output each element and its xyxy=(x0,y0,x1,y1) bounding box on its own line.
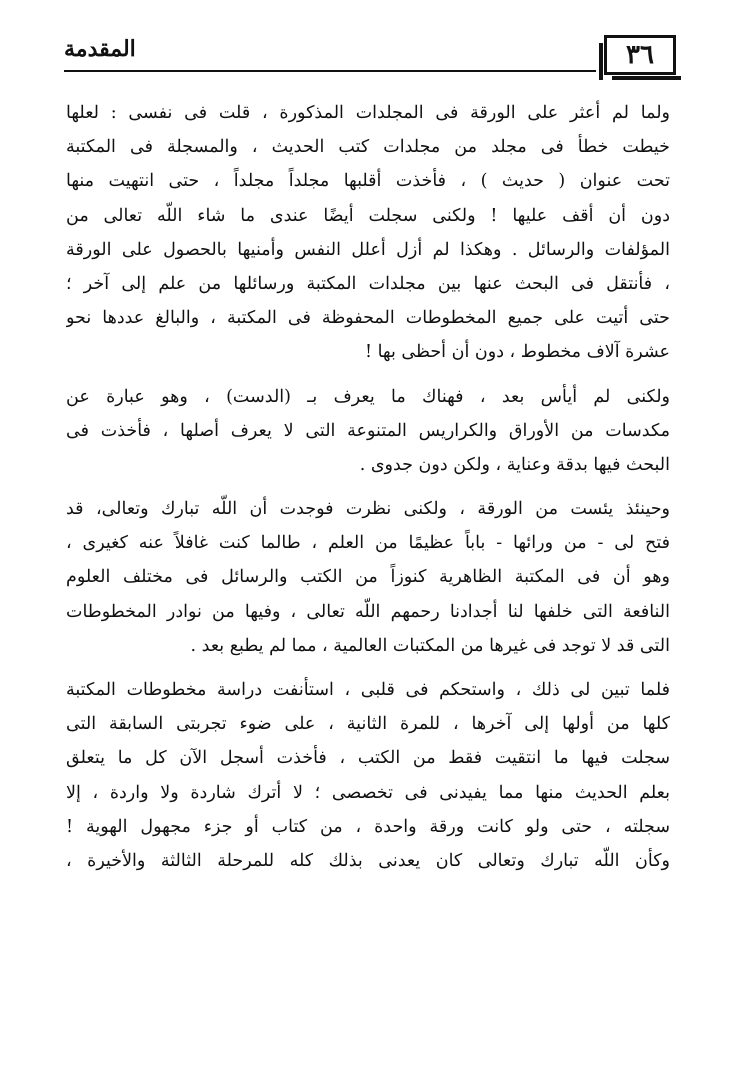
text-line: البحث فيها بدقة وعناية ، ولكن دون جدوى . xyxy=(359,454,670,475)
page-number: ٣٦ xyxy=(604,35,676,75)
text-line: ولكنى لم أيأس بعد ، فهناك ما يعرف بـ (الدست) ، وهو عبارة عن xyxy=(66,386,670,407)
section-title: المقدمة xyxy=(64,36,136,62)
paragraph xyxy=(66,492,670,663)
page-header xyxy=(64,32,676,78)
text-line: تحت عنوان ( حديث ) ، فأخذت أقلبها مجلداً مجلداً ، حتى انتهيت منها xyxy=(66,171,670,192)
text-line: المؤلفات والرسائل . وهكذا لم أزل أعلل النفس وأمنيها بالحصول على الورقة xyxy=(66,239,670,260)
text-line: سجلت فيها ما انتقيت فقط من الكتب ، فأخذت أسجل الآن كل ما يتعلق xyxy=(66,748,670,769)
text-line: فتح لى - من ورائها - باباً عظيمًا من العلم ، طالما كنت غافلاً عنه كغيرى ، xyxy=(66,533,670,554)
text-line: عشرة آلاف مخطوط ، دون أن أحظى بها ! xyxy=(365,342,670,363)
text-line: وهو أن فى المكتبة الظاهرية كنوزاً من الكتب والرسائل فى مختلف العلوم xyxy=(66,567,670,588)
text-line: سجلته ، حتى ولو كانت ورقة واحدة ، من كتاب أو جزء مجهول الهوية ! xyxy=(66,816,670,837)
text-line: وكأن اللّه تبارك وتعالى كان يعدنى بذلك كله للمرحلة الثالثة والأخيرة ، xyxy=(66,850,670,871)
text-line: فلما تبين لى ذلك ، واستحكم فى قلبى ، استأنفت دراسة مخطوطات المكتبة xyxy=(66,680,670,700)
text-line: ولما لم أعثر على الورقة فى المجلدات المذكورة ، قلت فى نفسى : لعلها xyxy=(66,103,670,123)
text-line: خيطت خطأ فى مجلد من مجلدات كتب الحديث ، والمسجلة فى المكتبة xyxy=(66,137,670,158)
text-line: بعلم الحديث منها مما يفيدنى فى تخصصى ؛ لا أترك شاردة ولا واردة ، إلا xyxy=(66,782,670,803)
text-line: ، فأنتقل فى البحث عنها بين مجلدات المكتبة ورسائلها من علم إلى آخر ؛ xyxy=(66,273,670,294)
text-line: دون أن أقف عليها ! ولكنى سجلت أيضًا عندى ما شاء اللّه تعالى من xyxy=(66,205,670,226)
text-line: التى قد لا توجد فى غيرها من المكتبات العالمية ، مما لم يطبع بعد . xyxy=(190,635,670,656)
text-line: كلها من أولها إلى آخرها ، للمرة الثانية ، على ضوء تجربتى السابقة التى xyxy=(66,714,670,735)
text-line: حتى أتيت على جميع المخطوطات المحفوظة فى المكتبة ، والبالغ عددها نحو xyxy=(66,308,670,329)
paragraph xyxy=(66,673,670,878)
text-line: مكدسات من الأوراق والكراريس المتنوعة التى لا يعرف أصلها ، فأخذت فى xyxy=(66,420,670,441)
paragraph xyxy=(66,96,670,370)
paragraph xyxy=(66,380,670,483)
body-text xyxy=(66,96,670,888)
header-rule xyxy=(64,70,596,72)
text-line: النافعة التى خلفها لنا أجدادنا رحمهم اللّه تعالى ، وفيها من نوادر المخطوطات xyxy=(66,601,670,622)
text-line: وحينئذ يئست من الورقة ، ولكنى نظرت فوجدت أن اللّه تبارك وتعالى، قد xyxy=(66,499,670,520)
